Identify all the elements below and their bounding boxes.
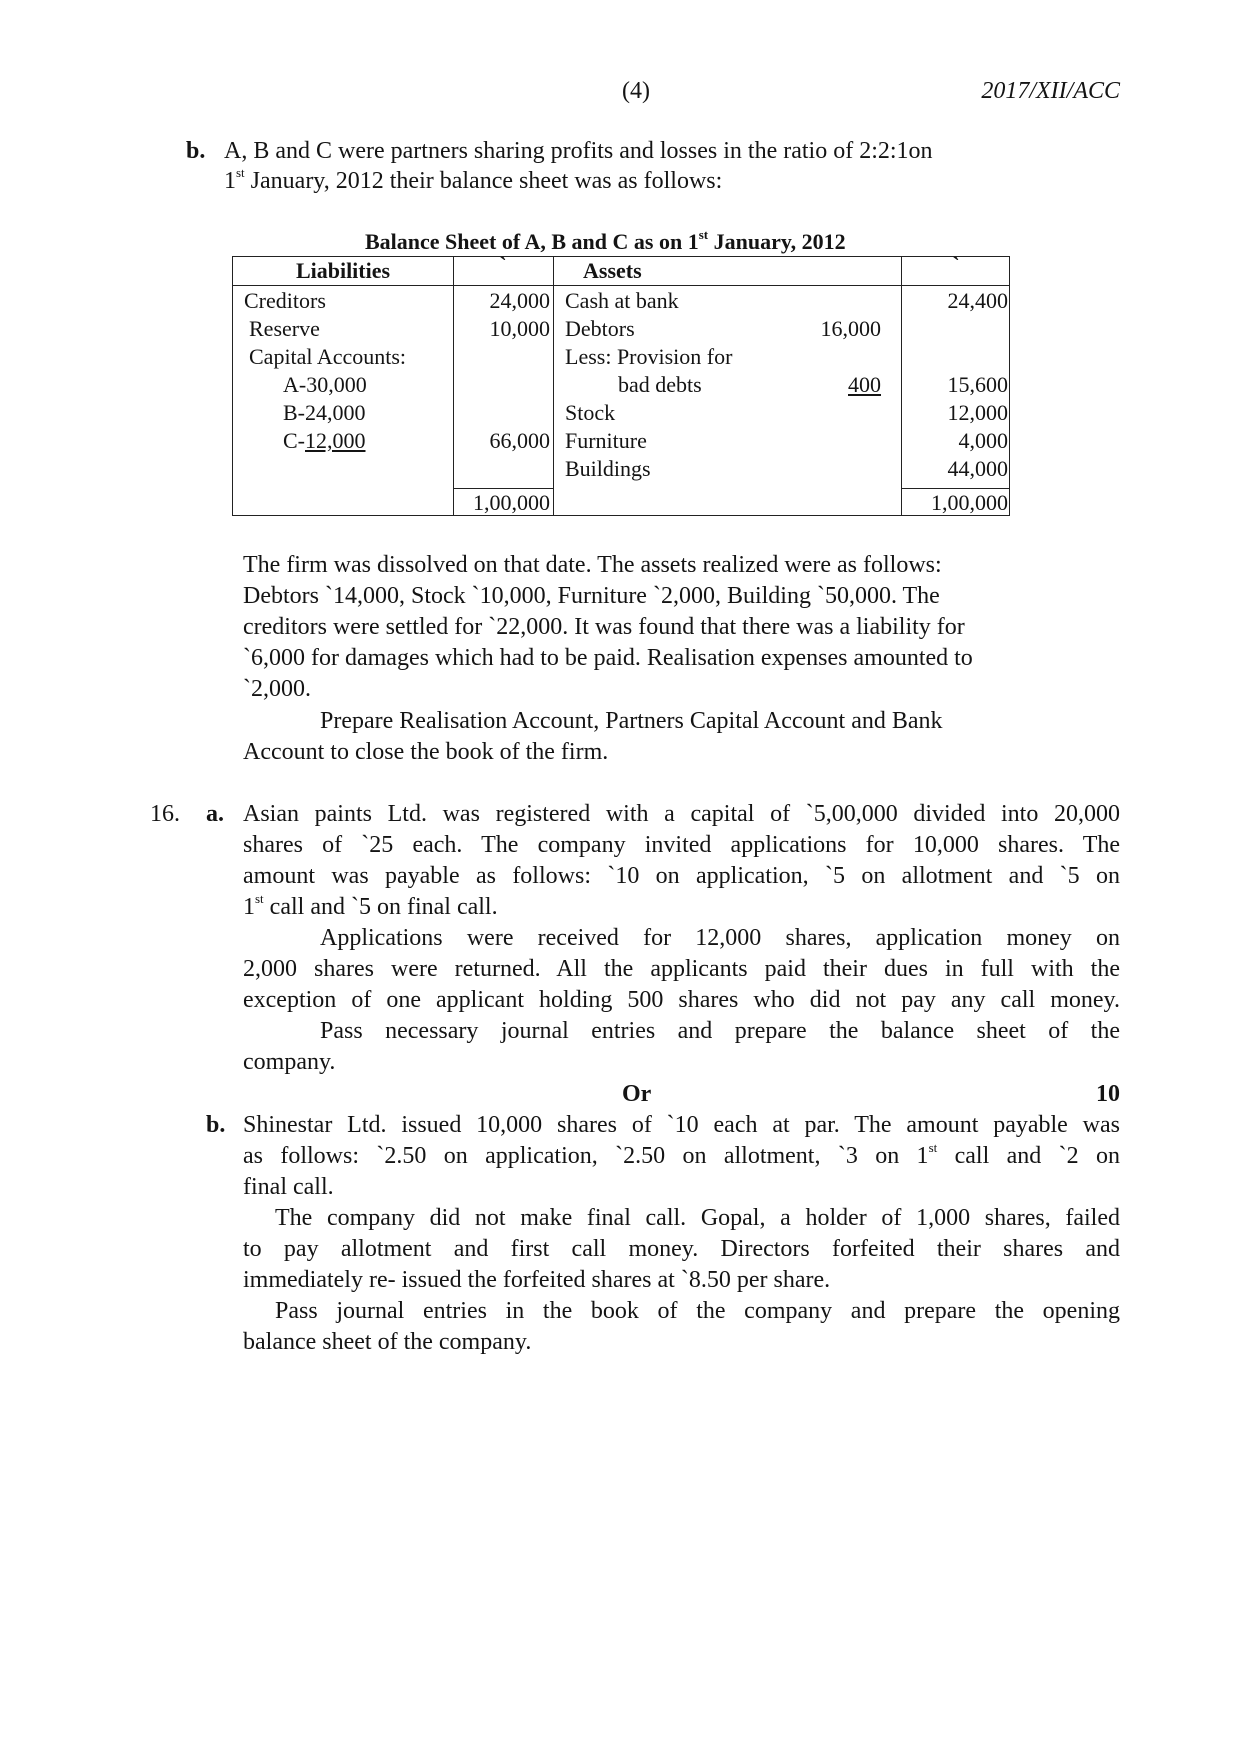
asset-debtors-net: 15,600 bbox=[947, 372, 1008, 397]
ordinal-number: 1 bbox=[243, 894, 255, 920]
liability-capital-accounts: Capital Accounts: bbox=[249, 344, 407, 369]
ordinal-suffix: st bbox=[928, 1140, 938, 1155]
asset-buildings: Buildings bbox=[565, 456, 651, 481]
asset-cash-at-bank: Cash at bank bbox=[565, 288, 679, 313]
asset-bad-debts-amount: 400 bbox=[848, 372, 881, 397]
liability-reserve: Reserve bbox=[249, 316, 320, 341]
question-number: 16. bbox=[150, 801, 180, 827]
asset-debtors-gross: 16,000 bbox=[820, 316, 881, 341]
marks: 10 bbox=[1096, 1081, 1120, 1107]
question-text-line: A, B and C were partners sharing profits and losses in the ratio of 2:2:1on bbox=[224, 138, 933, 164]
question-text-line bbox=[243, 892, 498, 923]
question-part-label: b. bbox=[206, 1112, 226, 1138]
question-text-line: shares of `25 each. The company invited applications for 10,000 shares. The bbox=[243, 832, 1120, 858]
asset-debtors: Debtors bbox=[565, 316, 635, 341]
asset-less-provision: Less: Provision for bbox=[565, 344, 733, 369]
document-code: 2017/XII/ACC bbox=[981, 78, 1120, 104]
question-text-line: Shinestar Ltd. issued 10,000 shares of `10 each at par. The amount payable was bbox=[243, 1112, 1120, 1138]
asset-stock: Stock bbox=[565, 400, 616, 425]
question-text-line: `2,000. bbox=[243, 676, 311, 702]
liability-creditors-amount: 24,000 bbox=[489, 288, 550, 313]
liability-reserve-amount: 10,000 bbox=[489, 316, 550, 341]
balance-sheet-table bbox=[232, 252, 1010, 516]
page-number: (4) bbox=[622, 78, 650, 104]
assets-header: Assets bbox=[583, 258, 642, 283]
question-part-label: b. bbox=[186, 138, 206, 164]
assets-amount-header: ` bbox=[952, 252, 960, 277]
question-instruction: company. bbox=[243, 1049, 336, 1075]
asset-buildings-amount: 44,000 bbox=[947, 456, 1008, 481]
question-instruction: balance sheet of the company. bbox=[243, 1329, 532, 1355]
question-text-line: 2,000 shares were returned. All the applicants paid their dues in full with the bbox=[243, 956, 1120, 982]
question-text: as follows: `2.50 on application, `2.50 on allotment, `3 on 1 bbox=[243, 1143, 929, 1169]
question-text-line: immediately re- issued the forfeited shares at `8.50 per share. bbox=[243, 1267, 831, 1293]
asset-furniture-amount: 4,000 bbox=[958, 428, 1008, 453]
title-text: Balance Sheet of A, B and C as on 1 bbox=[365, 229, 699, 254]
liabilities-total: 1,00,000 bbox=[473, 490, 550, 515]
question-text-line: exception of one applicant holding 500 shares who did not pay any call money. bbox=[243, 987, 1120, 1013]
asset-stock-amount: 12,000 bbox=[947, 400, 1008, 425]
question-text-line: Applications were received for 12,000 shares, application money on bbox=[320, 925, 1120, 951]
question-text-line: Debtors `14,000, Stock `10,000, Furniture `2,000, Building `50,000. The bbox=[243, 583, 940, 609]
question-instruction: Account to close the book of the firm. bbox=[243, 739, 609, 765]
question-text-rest: call and `2 on bbox=[937, 1143, 1120, 1169]
header-row-divider bbox=[233, 285, 1009, 286]
asset-furniture: Furniture bbox=[565, 428, 647, 453]
question-instruction: Prepare Realisation Account, Partners Capital Account and Bank bbox=[320, 708, 943, 734]
capital-c-label: C- bbox=[283, 428, 305, 453]
or-separator: Or bbox=[622, 1081, 652, 1107]
question-text-rest: January, 2012 their balance sheet was as follows: bbox=[244, 168, 723, 194]
question-instruction: Pass necessary journal entries and prepare the balance sheet of the bbox=[320, 1018, 1120, 1044]
question-text-line: The company did not make final call. Gopal, a holder of 1,000 shares, failed bbox=[275, 1205, 1120, 1231]
question-text-rest: call and `5 on final call. bbox=[263, 894, 498, 920]
capital-b: B-24,000 bbox=[283, 400, 366, 425]
question-text-line bbox=[243, 1141, 1120, 1172]
capital-a: A-30,000 bbox=[283, 372, 367, 397]
ordinal-number: 1 bbox=[224, 168, 236, 194]
question-text-line: to pay allotment and first call money. Directors forfeited their shares and bbox=[243, 1236, 1120, 1262]
liability-capital-amount: 66,000 bbox=[489, 428, 550, 453]
question-text-line bbox=[224, 166, 722, 197]
ordinal-suffix: st bbox=[255, 891, 264, 906]
question-instruction: Pass journal entries in the book of the company and prepare the opening bbox=[275, 1298, 1120, 1324]
question-part-label: a. bbox=[206, 801, 224, 827]
column-divider bbox=[553, 257, 554, 515]
question-text-line: final call. bbox=[243, 1174, 334, 1200]
assets-total: 1,00,000 bbox=[931, 490, 1008, 515]
liability-creditors: Creditors bbox=[244, 288, 326, 313]
asset-bad-debts: bad debts bbox=[618, 372, 702, 397]
capital-c-value: 12,000 bbox=[305, 428, 366, 453]
title-ordinal-suffix: st bbox=[698, 226, 709, 242]
balance-sheet-title bbox=[365, 228, 846, 256]
liabilities-amount-header: ` bbox=[499, 252, 507, 277]
question-text-line: Asian paints Ltd. was registered with a capital of `5,00,000 divided into 20,000 bbox=[243, 801, 1120, 827]
question-text-line: The firm was dissolved on that date. The assets realized were as follows: bbox=[243, 552, 942, 578]
liabilities-header: Liabilities bbox=[295, 258, 391, 283]
ordinal-suffix: st bbox=[236, 165, 245, 180]
capital-c bbox=[283, 427, 366, 455]
question-text-line: amount was payable as follows: `10 on application, `5 on allotment and `5 on bbox=[243, 863, 1120, 889]
question-text-line: creditors were settled for `22,000. It was found that there was a liability for bbox=[243, 614, 965, 640]
title-text-rest: January, 2012 bbox=[708, 229, 846, 254]
question-text-line: `6,000 for damages which had to be paid. Realisation expenses amounted to bbox=[243, 645, 973, 671]
asset-cash-amount: 24,400 bbox=[947, 288, 1008, 313]
